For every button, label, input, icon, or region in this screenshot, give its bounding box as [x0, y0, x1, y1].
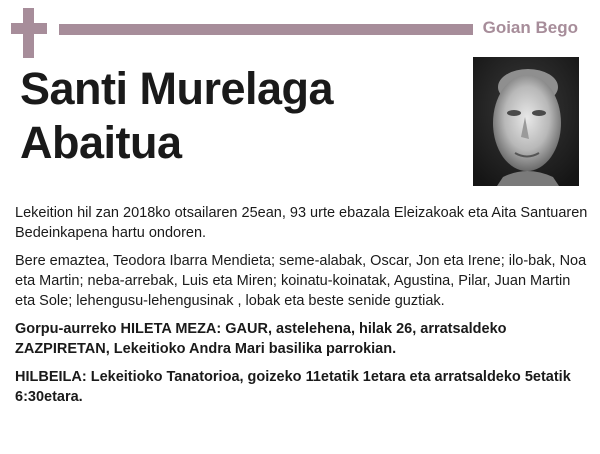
- name-line-2: Abaitua: [20, 117, 182, 168]
- deceased-name: [20, 62, 450, 170]
- name-line-1: Santi Murelaga: [20, 63, 334, 114]
- family-paragraph: Bere emaztea, Teodora Ibarra Mendieta; seme-alabak, Oscar, Jon eta Irene; ilo-bak, Noa eta Martin; neba-arrebak, Luis eta Miren; koinatu-koinatak, Agustina, Pilar, Juan Martin eta Sole; lehengusu-lehengusinak , lobak eta beste senide guztiak.: [15, 253, 587, 309]
- cross-icon: [11, 8, 49, 58]
- publisher-label: Goian Bego: [482, 18, 578, 37]
- wake-paragraph: HILBEILA: Lekeitioko Tanatorioa, goizeko 11etatik 1etara eta arratsaldeko 5etatik 6:30etara.: [15, 369, 571, 405]
- header-divider-bar: [59, 24, 473, 35]
- obituary-body: [15, 203, 589, 415]
- portrait-photo: [473, 57, 579, 186]
- funeral-paragraph: Gorpu-aurreko HILETA MEZA: GAUR, astelehena, hilak 26, arratsaldeko ZAZPIRETAN, Lekeitioko Andra Mari basilika parrokian.: [15, 321, 507, 357]
- announcement-paragraph: Lekeition hil zan 2018ko otsailaren 25ean, 93 urte ebazala Eleizakoak eta Aita Santuaren Bedeinkapena hartu ondoren.: [15, 205, 588, 241]
